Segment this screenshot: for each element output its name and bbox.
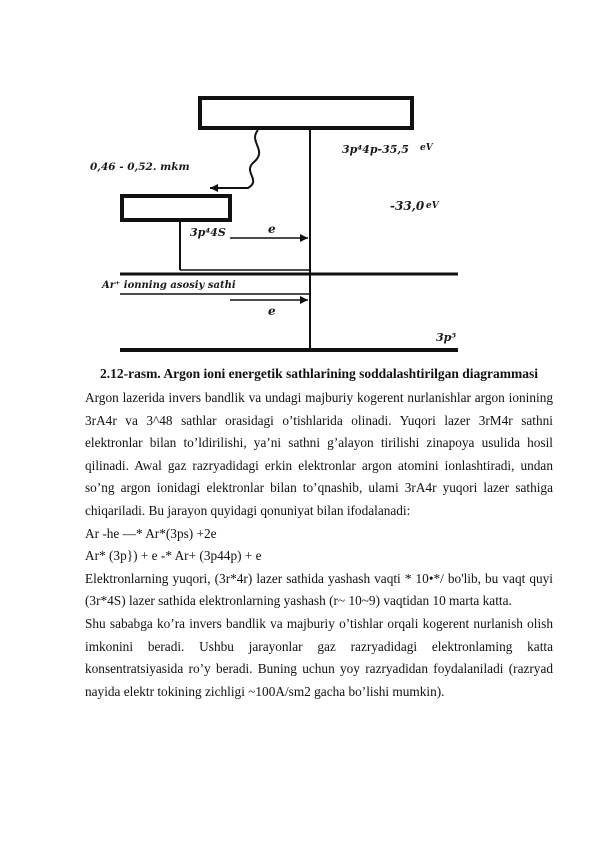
- upper-level-unit: eV: [420, 143, 433, 153]
- equation-line: Ar -he —* Ar*(3ps) +2e: [85, 525, 217, 541]
- paragraph: Elektronlarning yuqori, (3r*4r) lazer sathida yashash vaqti * 10•*/ bo'lib, bu vaqt quyi (3r*4S) lazer sathida elektronlarning yashash (r~ 10~9) vaqtidan 10 marta katta.: [85, 570, 553, 609]
- lower-level-box: [122, 196, 230, 220]
- electron-upper-label: e: [268, 222, 276, 236]
- diagram-svg: [80, 88, 480, 358]
- lower-laser-energy-label: -33,0: [390, 199, 425, 213]
- paragraph: Argon lazerida invers bandlik va undagi majburiy kogerent nurlanishlar argon ionining 3rA4r va 3^48 sathlar orasidagi o’tishlarida olinadi. Yuqori lazer 3rM4r sathni elektronlar bilan to’ldirilishi, ya’ni sathni g’alayon tirilishi zinapoya usulida hosil qilinadi. Awal gaz razryadidagi erkin elektronlar argon atomini ionlashtiradi, undan so’ng argon ionidagi elektronlar bilan to’qnashib, ulami 3rA4r yuqori lazer sathiga chiqariladi. Bu jarayon quyidagi qonuniyat bilan ifodalanadi:: [85, 390, 553, 518]
- atom-ground-label: 3p⁵: [436, 331, 457, 344]
- equation-line: Ar* (3p}) + e -* Ar+ (3p44p) + e: [85, 548, 262, 564]
- electron-lower-label: e: [268, 304, 276, 318]
- body-text: [85, 387, 553, 703]
- electron-arrowhead-lower: [300, 296, 308, 304]
- upper-level-label: 3p⁴4p-35,5: [342, 143, 409, 156]
- laser-transition-arrow: [210, 130, 259, 188]
- wavelength-label: 0,46 - 0,52. mkm: [90, 161, 190, 173]
- electron-arrowhead-upper: [300, 234, 308, 242]
- figure-caption: 2.12-rasm. Argon ioni energetik sathlarining soddalashtirilgan diagrammasi: [99, 366, 539, 381]
- paragraph: Shu sababga ko’ra invers bandlik va majburiy o’tishlar orqali kogerent nurlanish olish imkonini beradi. Ushbu jarayonlar gaz razryadidagi elektronlaming katta konsentratsiyasida ro’y beradi. Buning uchun yoy razryadidan foydalaniladi (razryad nayida elektr tokining zichligi ~100A/sm2 gacha bo’lishi mumkin).: [85, 615, 553, 699]
- upper-level-box: [200, 98, 412, 128]
- lower-laser-energy-unit: eV: [426, 201, 439, 211]
- energy-level-diagram: [80, 88, 480, 358]
- laser-arrowhead: [210, 184, 218, 192]
- ion-ground-label: Ar⁺ ionning asosiy sathi: [102, 280, 236, 291]
- lower-level-label: 3p⁴4S: [190, 226, 226, 239]
